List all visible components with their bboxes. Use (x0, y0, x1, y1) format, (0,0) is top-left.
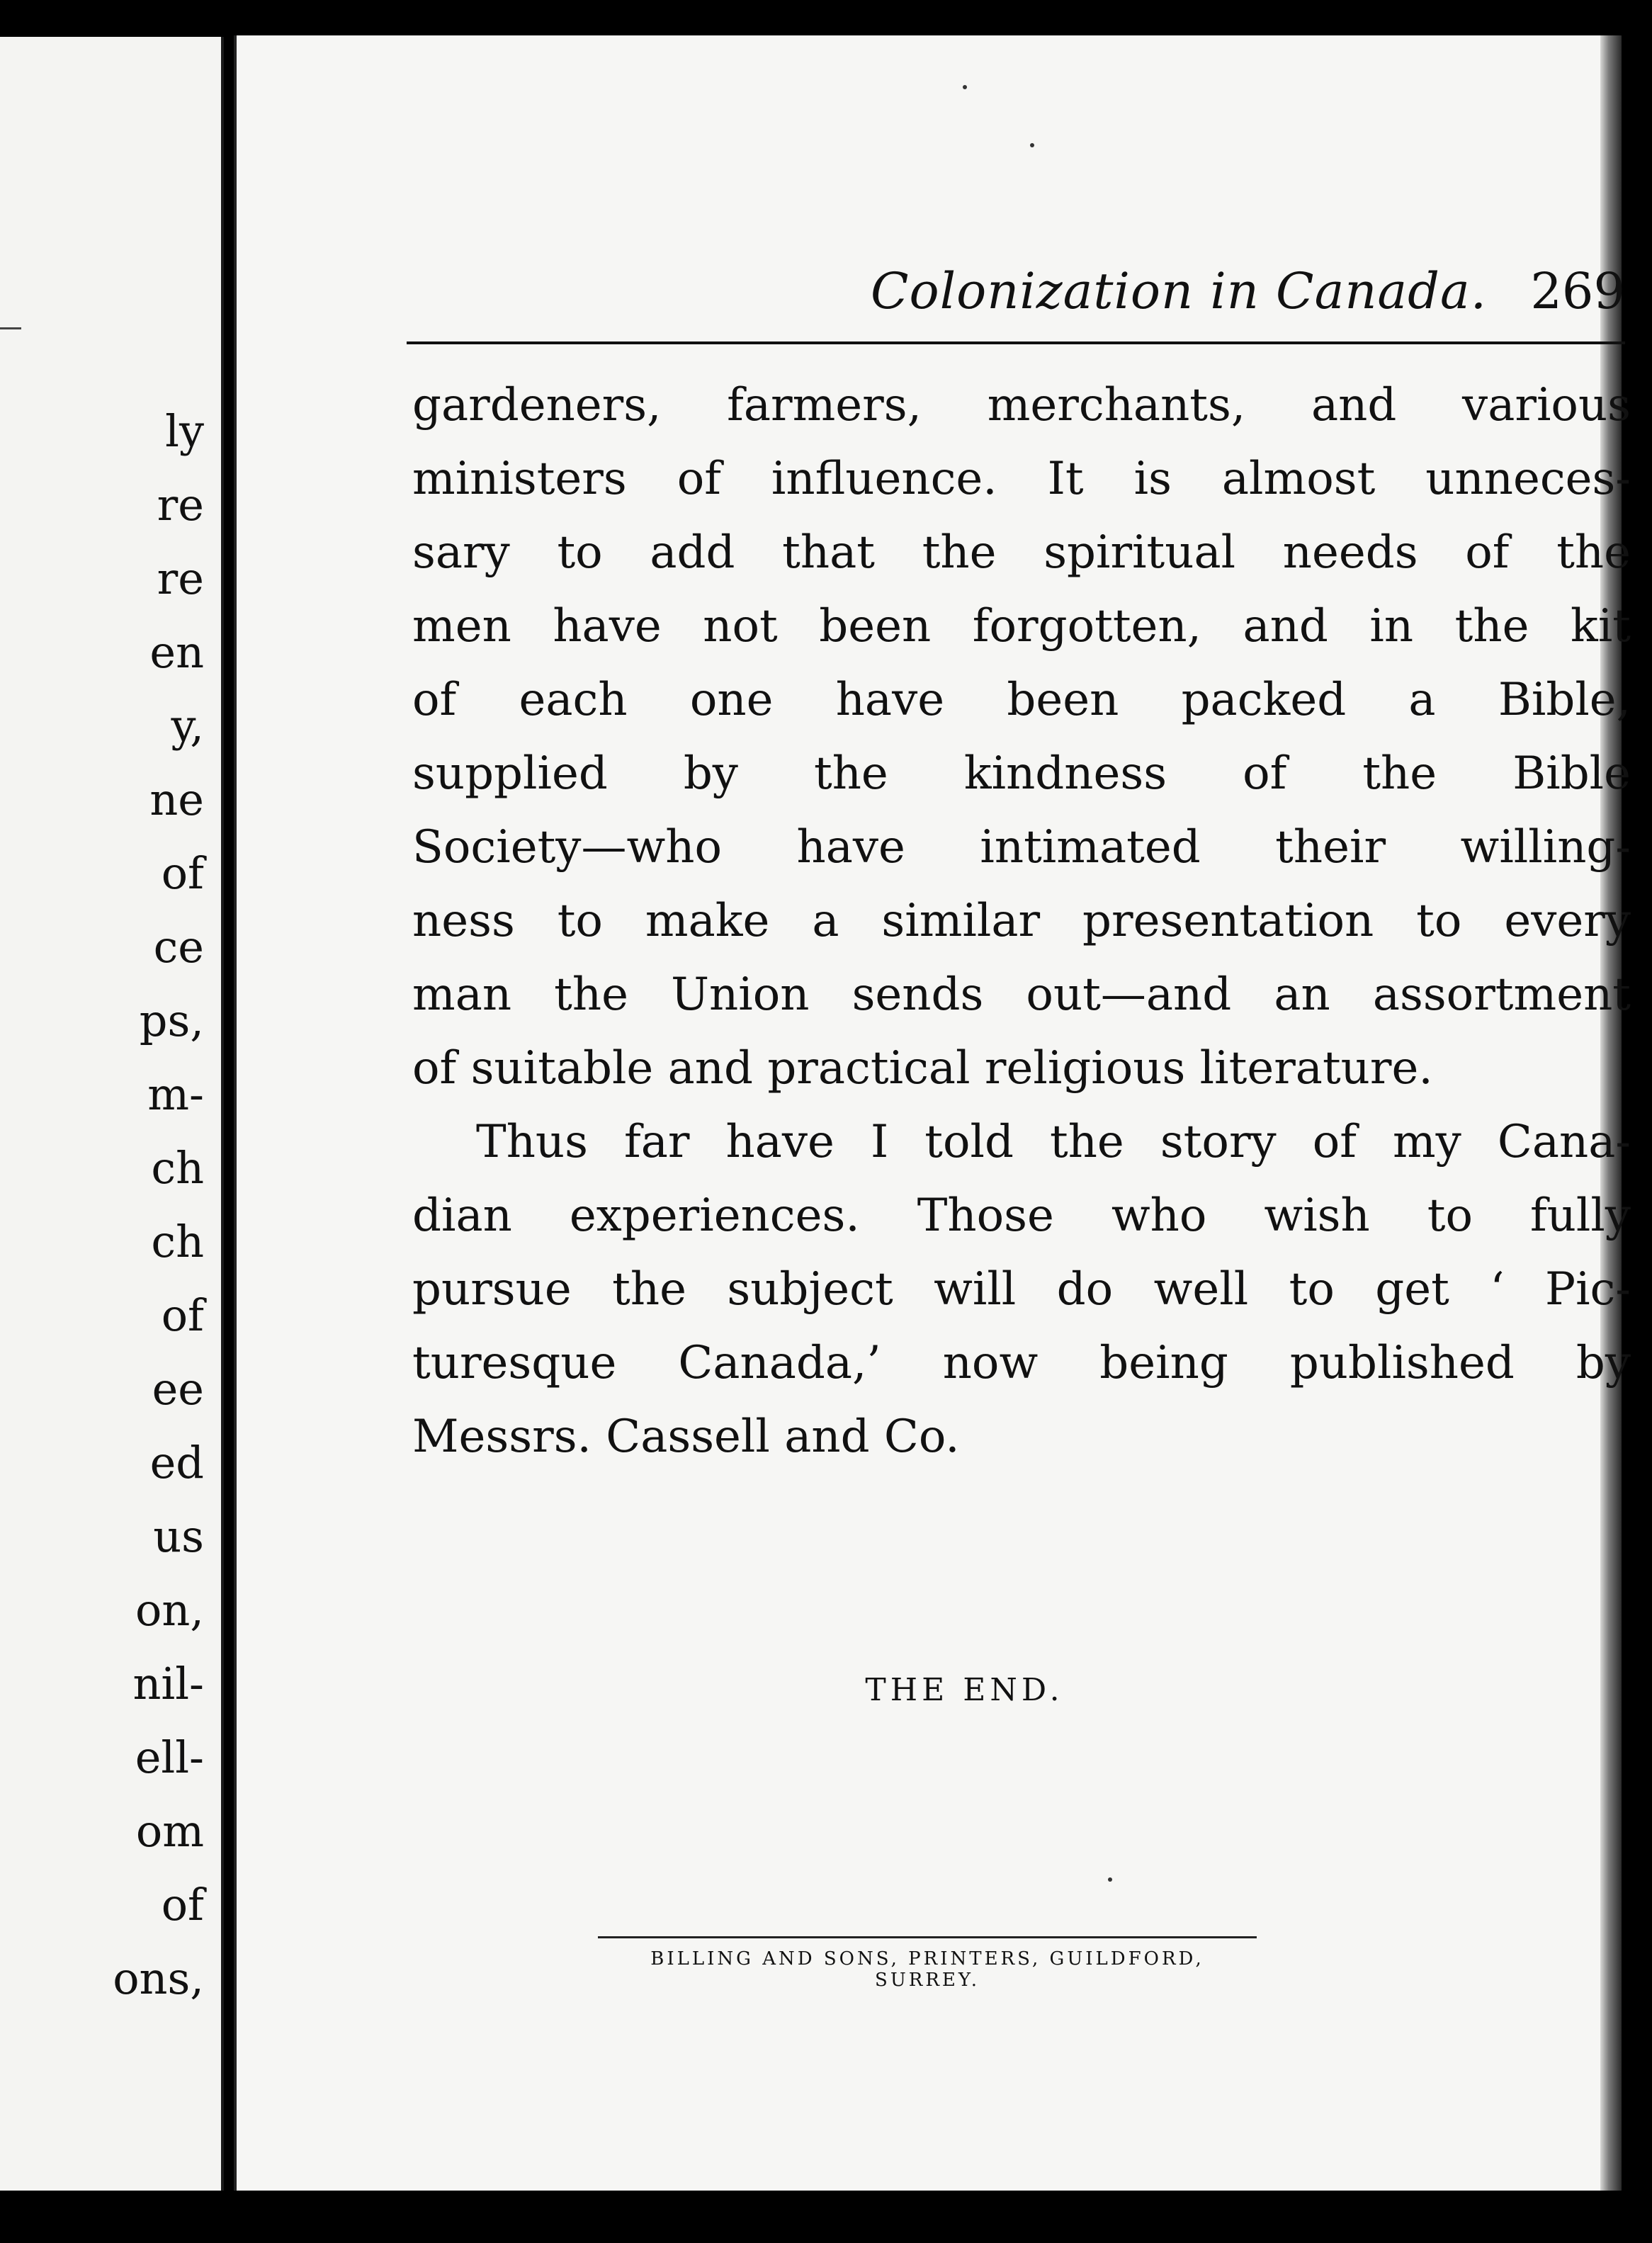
left-fragment: ps, (139, 995, 204, 1046)
left-fragment: of (161, 1289, 204, 1341)
left-fragment: en (149, 626, 204, 678)
scan-speck (1108, 1877, 1112, 1882)
printer-imprint: BILLING AND SONS, PRINTERS, GUILDFORD, SURREY. (650, 1948, 1204, 1991)
right-page (234, 35, 1631, 2191)
left-fragment: ch (151, 1216, 204, 1267)
scan-speck (1030, 143, 1034, 147)
text-line: dian experiences. Those who wish to fully (412, 1190, 1631, 1242)
page-number: 269 (1530, 262, 1625, 320)
left-fragment: ell- (135, 1731, 204, 1783)
text-line: ness to make a similar presentation to every (412, 895, 1631, 947)
text-line: Society—who have intimated their willing- (412, 821, 1631, 874)
text-line: Messrs. Cassell and Co. (412, 1411, 960, 1463)
text-line: pursue the subject will do well to get ‘ Pic- (412, 1263, 1631, 1316)
left-fragment: ne (149, 774, 204, 825)
text-line: sary to add that the spiritual needs of the (412, 526, 1631, 579)
left-fragment: re (157, 553, 204, 604)
left-fragment: re (157, 479, 204, 531)
left-fragment: ed (149, 1437, 204, 1488)
text-line: man the Union sends out—and an assortment (412, 968, 1631, 1021)
scan-speck (963, 85, 967, 89)
text-line: of suitable and practical religious literature. (412, 1042, 1433, 1095)
left-fragment: on, (135, 1584, 204, 1636)
text-line: turesque Canada,’ now being published by (412, 1337, 1631, 1389)
text-line: of each one have been packed a Bible, (412, 674, 1631, 726)
left-page-line-endings (113, 395, 204, 2016)
left-fragment: om (135, 1805, 204, 1857)
the-end-heading: THE END. (865, 1672, 1064, 1708)
text-line: Thus far have I told the story of my Cana- (476, 1116, 1631, 1168)
text-line: ministers of influence. It is almost unneces- (412, 453, 1631, 505)
left-fragment: ons, (113, 1953, 204, 2004)
left-facing-page (0, 37, 224, 2191)
left-fragment: ch (151, 1142, 204, 1194)
left-fragment: us (153, 1510, 204, 1562)
left-fragment: ee (152, 1363, 204, 1415)
left-fragment: ly (165, 405, 204, 457)
running-head (407, 255, 1632, 333)
text-line: gardeners, farmers, merchants, and various (412, 379, 1631, 431)
left-fragment: m- (147, 1068, 204, 1120)
left-fragment: of (161, 847, 204, 899)
header-rule (407, 341, 1625, 344)
running-head-title: Colonization in Canada. (871, 262, 1487, 320)
left-fragment: ce (153, 921, 204, 973)
imprint-rule (598, 1936, 1257, 1938)
body-text (412, 368, 1631, 1474)
left-fragment: y, (171, 700, 204, 752)
text-line: supplied by the kindness of the Bible (412, 747, 1631, 800)
text-line: men have not been forgotten, and in the kit (412, 600, 1631, 652)
left-page-rule (0, 327, 21, 329)
left-fragment: of (161, 1879, 204, 1931)
left-fragment: nil- (132, 1658, 204, 1710)
